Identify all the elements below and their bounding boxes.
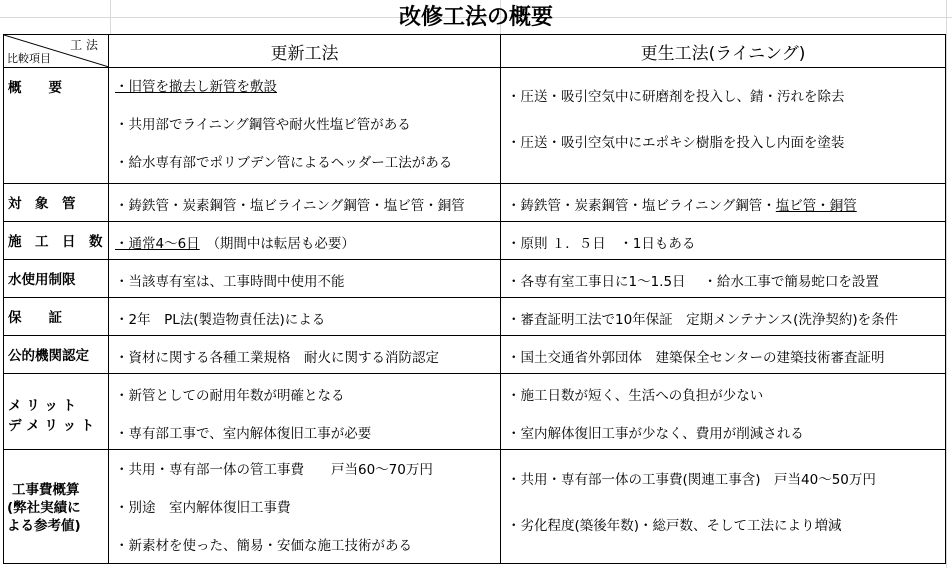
water-col2-text: ・各専有室工事日に1～1.5日 ・給水工事で簡易蛇口を設置 xyxy=(507,274,879,290)
row-label-text: 公的機関認定 xyxy=(8,348,89,364)
row-target xyxy=(4,184,946,222)
row-overview xyxy=(4,68,946,184)
row-label-merit xyxy=(4,374,109,450)
cost-col1-line2: ・別途 室内解体復旧工事費 xyxy=(115,500,291,516)
row-label-merit-2: デ メ リ ッ ト xyxy=(8,418,95,434)
gridline-v3 xyxy=(946,0,947,568)
row-label-days xyxy=(4,222,109,260)
row-label-overview xyxy=(4,68,109,184)
row-cost xyxy=(4,450,946,564)
warranty-col2 xyxy=(501,298,946,336)
row-label-text: 概 要 xyxy=(8,80,62,96)
cost-col1-line1: ・共用・専有部一体の管工事費 戸当60～70万円 xyxy=(115,462,433,478)
page-title: 改修工法の概要 xyxy=(398,5,553,30)
merit-col1 xyxy=(109,374,501,450)
target-col2 xyxy=(501,184,946,222)
row-warranty xyxy=(4,298,946,336)
merit-col1-line1: ・新管としての耐用年数が明確となる xyxy=(115,388,345,404)
days-col1-text-b: （期間中は転居も必要） xyxy=(213,236,355,252)
row-days xyxy=(4,222,946,260)
row-label-cost-2: (弊社実績に xyxy=(7,500,81,516)
row-label-public xyxy=(4,336,109,374)
corner-bottom-label: 比較項目 xyxy=(7,52,51,65)
row-label-text: 対 象 管 xyxy=(8,196,76,212)
warranty-col1-text: ・2年 PL法(製造物責任法)による xyxy=(115,312,326,328)
days-col1-text-a: ・通常4～6日 xyxy=(115,236,200,252)
public-col1 xyxy=(109,336,501,374)
cost-col2 xyxy=(501,450,946,564)
header-col1: 更新工法 xyxy=(109,35,501,68)
warranty-col2-text: ・審査証明工法で10年保証 定期メンテナンス(洗浄契約)を条件 xyxy=(507,312,899,328)
row-label-cost-1: 工事費概算 xyxy=(12,482,80,498)
water-col1-text: ・当該専有室は、工事時間中使用不能 xyxy=(115,274,345,290)
days-col1 xyxy=(109,222,501,260)
water-col1 xyxy=(109,260,501,298)
overview-col2-line1: ・圧送・吸引空気中に研磨剤を投入し、錆・汚れを除去 xyxy=(507,89,845,105)
row-label-text: 保 証 xyxy=(8,310,62,326)
row-label-text: 水使用制限 xyxy=(8,272,76,288)
days-col2-text: ・原則 １．５日 ・1日もある xyxy=(507,236,696,252)
overview-col1 xyxy=(109,68,501,184)
merit-col1-line2: ・専有部工事で、室内解体復旧工事が必要 xyxy=(115,426,372,442)
row-public xyxy=(4,336,946,374)
public-col1-text: ・資材に関する各種工業規格 耐火に関する消防認定 xyxy=(115,350,439,366)
cost-col2-line2: ・劣化程度(築後年数)・総戸数、そして工法により増減 xyxy=(507,518,842,534)
overview-col2-line2: ・圧送・吸引空気中にエポキシ樹脂を投入し内面を塗装 xyxy=(507,135,845,151)
row-label-merit-1: メ リ ッ ト xyxy=(8,398,77,414)
header-col2: 更生工法(ライニング) xyxy=(501,35,946,68)
cost-col2-line1: ・共用・専有部一体の工事費(関連工事含) 戸当40～50万円 xyxy=(507,472,876,488)
row-label-cost xyxy=(4,450,109,564)
overview-col2 xyxy=(501,68,946,184)
row-label-warranty xyxy=(4,298,109,336)
comparison-table xyxy=(3,34,946,564)
target-col2-text-b: 塩ビ管・銅管 xyxy=(775,198,857,214)
merit-col2-line1: ・施工日数が短く、生活への負担が少ない xyxy=(507,388,764,404)
overview-col1-line1: ・旧管を撤去し新管を敷設 xyxy=(115,79,277,95)
overview-col1-line3: ・給水専有部でポリブデン管によるヘッダー工法がある xyxy=(115,155,453,171)
warranty-col1 xyxy=(109,298,501,336)
merit-col2-line2: ・室内解体復旧工事が少なく、費用が削減される xyxy=(507,426,804,442)
water-col2 xyxy=(501,260,946,298)
row-label-cost-3: よる参考値) xyxy=(7,518,81,534)
public-col2 xyxy=(501,336,946,374)
target-col1 xyxy=(109,184,501,222)
target-col2-text xyxy=(507,194,857,214)
target-col2-text-a: ・鋳鉄管・炭素鋼管・塩ビライニング鋼管・ xyxy=(507,198,776,214)
corner-cell xyxy=(4,35,109,68)
overview-col1-line2: ・共用部でライニング鋼管や耐火性塩ビ管がある xyxy=(115,117,411,133)
corner-top-label: 工 法 xyxy=(70,38,98,52)
public-col2-text: ・国土交通省外郭団体 建築保全センターの建築技術審査証明 xyxy=(507,350,885,366)
merit-col2 xyxy=(501,374,946,450)
header-row xyxy=(4,35,946,68)
days-col2 xyxy=(501,222,946,260)
target-col1-text: ・鋳鉄管・炭素鋼管・塩ビライニング鋼管・塩ビ管・銅管 xyxy=(115,198,465,214)
days-col1-text xyxy=(115,232,355,252)
row-label-text: 施 工 日 数 xyxy=(8,234,103,250)
row-label-target xyxy=(4,184,109,222)
row-label-water xyxy=(4,260,109,298)
row-water xyxy=(4,260,946,298)
cost-col1-line3: ・新素材を使った、簡易・安価な施工技術がある xyxy=(115,538,412,554)
row-merit xyxy=(4,374,946,450)
cost-col1 xyxy=(109,450,501,564)
